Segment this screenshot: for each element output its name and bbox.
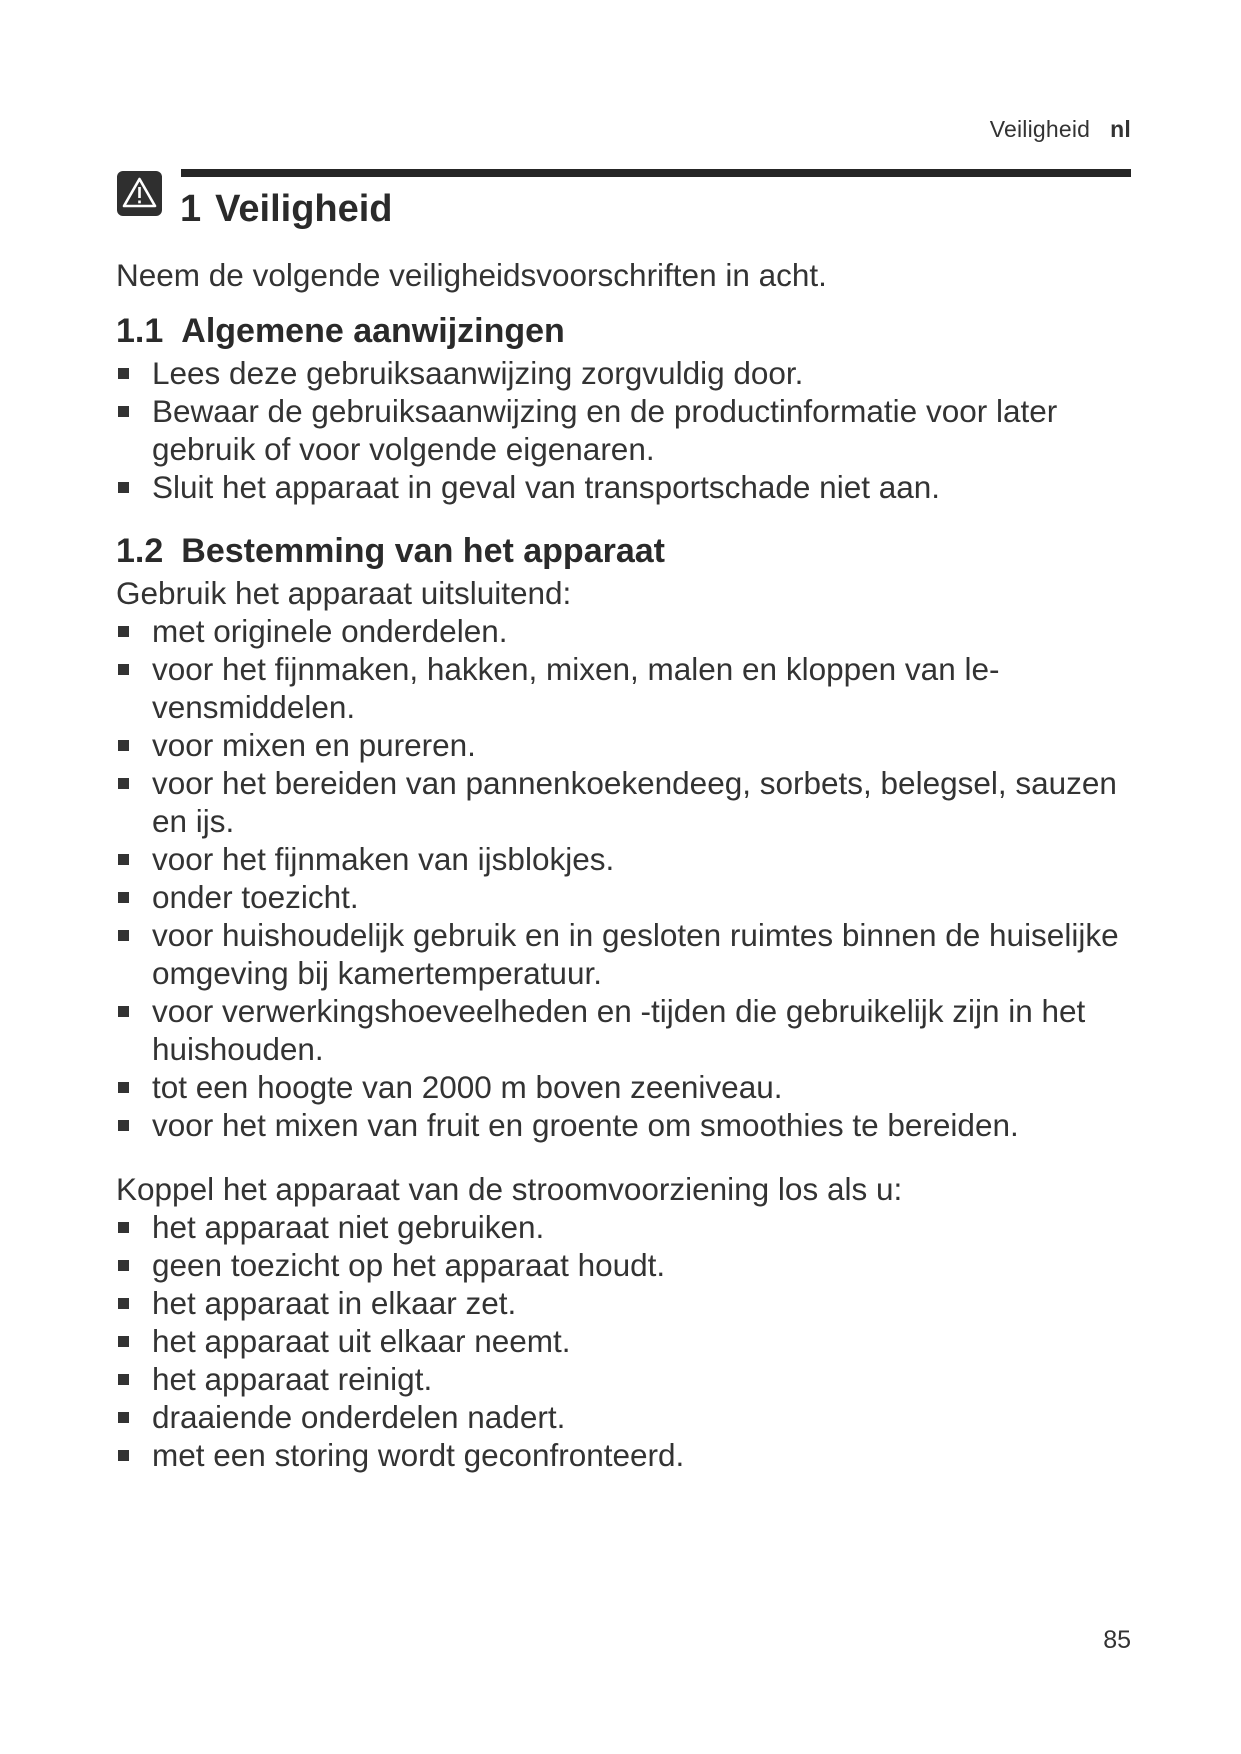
list-item: voor het bereiden van pannenkoekendeeg, sorbets, belegsel, sauzen en ijs. <box>116 764 1136 840</box>
list-item: voor verwerkingshoeveelheden en -tijden die gebruikelijk zijn in het huishouden. <box>116 992 1136 1068</box>
chapter-heading <box>180 182 1136 236</box>
section-number: 1.1 <box>116 312 164 350</box>
list-item: Lees deze gebruiksaanwijzing zorgvuldig door. <box>116 354 1136 392</box>
list-item: tot een hoogte van 2000 m boven zeeniveau. <box>116 1068 1136 1106</box>
chapter-rule <box>181 169 1131 177</box>
list-item: Sluit het apparaat in geval van transportschade niet aan. <box>116 468 1136 506</box>
page-content <box>116 182 1136 1474</box>
list-item: het apparaat reinigt. <box>116 1360 1136 1398</box>
list-item: draaiende onderdelen nadert. <box>116 1398 1136 1436</box>
intended-use-lead: Gebruik het apparaat uitsluitend: <box>116 575 572 611</box>
list-item: het apparaat niet gebruiken. <box>116 1208 1136 1246</box>
list-item: voor mixen en pureren. <box>116 726 1136 764</box>
list-item: Bewaar de gebruiksaanwijzing en de productinformatie voor later gebruik of voor volgende eigenaren. <box>116 392 1136 468</box>
list-item: met originele onderdelen. <box>116 612 1136 650</box>
list-item: het apparaat in elkaar zet. <box>116 1284 1136 1322</box>
general-instructions-list <box>116 354 1136 506</box>
page-number: 85 <box>1103 1626 1131 1654</box>
section-number: 1.2 <box>116 532 164 570</box>
list-item: onder toezicht. <box>116 878 1136 916</box>
section-title: Algemene aanwijzingen <box>181 312 565 350</box>
list-item: het apparaat uit elkaar neemt. <box>116 1322 1136 1360</box>
list-item: geen toezicht op het apparaat houdt. <box>116 1246 1136 1284</box>
section-heading-intended-use <box>116 528 1136 574</box>
disconnect-lead: Koppel het apparaat van de stroomvoorziening los als u: <box>116 1171 903 1207</box>
section-heading-general <box>116 308 1136 354</box>
running-header <box>990 116 1131 143</box>
list-item: voor het fijnmaken, hakken, mixen, malen en kloppen van levensmiddelen. <box>116 650 1136 726</box>
running-header-section: Veiligheid <box>989 116 1091 142</box>
chapter-intro: Neem de volgende veiligheidsvoorschriften in acht. <box>116 257 827 293</box>
section-title: Bestemming van het apparaat <box>181 532 665 570</box>
disconnect-list <box>116 1208 1136 1474</box>
intended-use-list <box>116 612 1136 1144</box>
list-item: met een storing wordt geconfronteerd. <box>116 1436 1136 1474</box>
list-item: voor het mixen van fruit en groente om smoothies te bereiden. <box>116 1106 1136 1144</box>
chapter-title: Veiligheid <box>215 188 393 230</box>
running-header-language: nl <box>1110 116 1131 142</box>
list-item: voor het fijnmaken van ijsblokjes. <box>116 840 1136 878</box>
list-item: voor huishoudelijk gebruik en in gesloten ruimtes binnen de huiselijke omgeving bij kamertemperatuur. <box>116 916 1136 992</box>
chapter-number: 1 <box>180 188 202 230</box>
